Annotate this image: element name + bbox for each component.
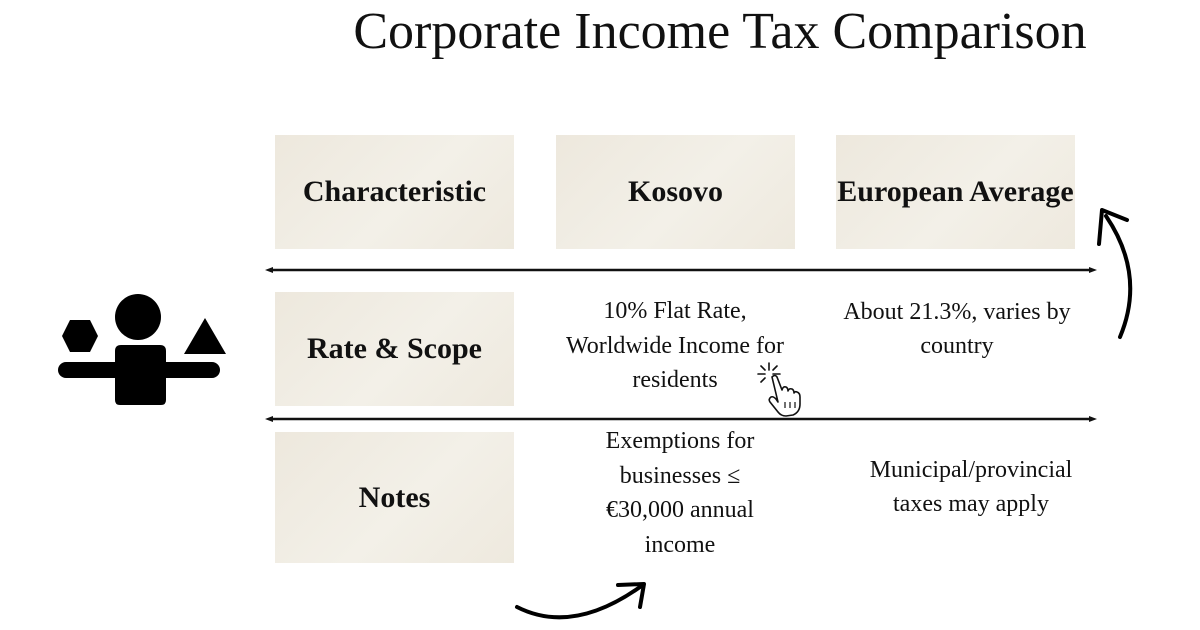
header-kosovo: Kosovo xyxy=(556,135,795,249)
row-label-rate-scope: Rate & Scope xyxy=(275,292,514,406)
row-divider xyxy=(265,263,1097,277)
curved-arrow-icon xyxy=(1090,200,1150,345)
person-balance-icon xyxy=(50,290,230,410)
kosovo-notes: Exemptions for businesses ≤ €30,000 annual income xyxy=(605,428,755,558)
kosovo-rate-scope: 10% Flat Rate, Worldwide Income for residents xyxy=(566,298,784,394)
diagram-title: Corporate Income Tax Comparison xyxy=(353,3,1087,60)
pointer-hand-icon xyxy=(755,362,807,418)
header-european-average: European Average xyxy=(836,135,1075,249)
europe-rate-scope: About 21.3%, varies by country xyxy=(843,298,1071,359)
row-label-notes: Notes xyxy=(275,432,514,563)
header-characteristic: Characteristic xyxy=(275,135,514,249)
europe-notes: Municipal/provincial taxes may apply xyxy=(869,456,1073,517)
curved-arrow-icon xyxy=(512,575,657,630)
